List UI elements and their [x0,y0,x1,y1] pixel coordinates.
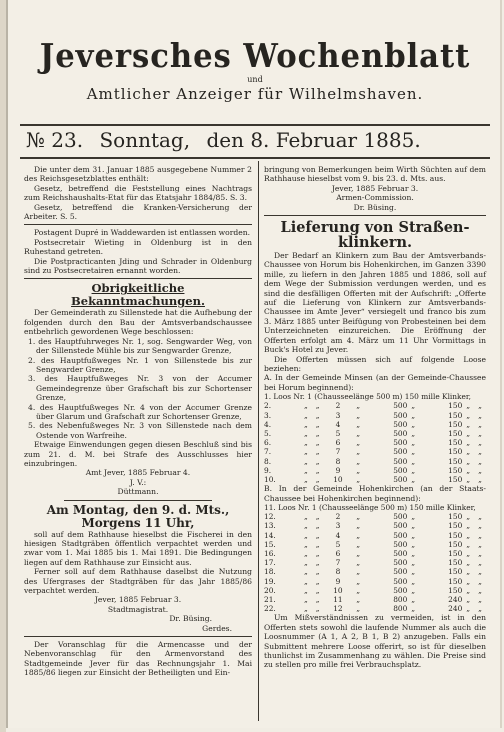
lot-cell: „ [315,539,320,549]
lot-cell: „ [315,401,320,411]
lot-cell: „ [466,419,471,429]
lot-row [264,420,486,429]
lot-cell: 8 [335,456,341,466]
lot-row [264,512,486,521]
lot-cell: „ [478,512,482,522]
list-item: 5. des Nebenfußweges Nr. 3 von Sillenstede nach dem Ostende von Warfreihe. [28,421,252,440]
lot-row [264,447,486,456]
lot-cell: „ [478,604,482,614]
lot-cell: 3. [264,410,272,420]
lot-cell: „ [466,548,471,558]
lot-cell: „ [466,474,471,484]
lot-cell: „ [304,539,308,549]
lot-cell: „ [466,447,471,457]
lot-cell: „ [411,438,416,448]
lot-cell: „ [466,401,471,411]
lot-cell: 150 [448,465,463,475]
lot-cell: 7 [335,447,341,457]
lot-row [264,595,486,604]
lot-cell: „ [356,410,361,420]
lot-cell: 6 [335,438,341,448]
lot-cell: „ [315,465,320,475]
lot-cell: 150 [448,512,463,522]
lot-cell: „ [478,567,482,577]
signature-name: Dr. Büsing. [169,614,212,624]
lot-cell: 240 [448,604,463,614]
lot-row [264,503,486,512]
column-divider [258,161,259,721]
lot-cell: „ [356,438,361,448]
lot-cell: 6 [335,548,341,558]
lot-cell: 5 [335,539,341,549]
lot-cell: „ [304,567,308,577]
lot-cell: „ [304,512,308,522]
lot-cell: „ [356,604,361,614]
section-a-heading: A. In der Gemeinde Minsen (an der Gemeinde-Chaussee bei Horum beginnend): [264,373,486,392]
right-column [264,165,486,670]
lot-cell: „ [478,474,482,484]
lot-cell: „ [411,576,416,586]
lot-cell: „ [356,419,361,429]
lot-cell: „ [304,548,308,558]
lot-cell: „ [315,410,320,420]
lot-cell: „ [315,474,320,484]
lot-cell: 500 [393,465,408,475]
lot-cell: 500 [393,539,408,549]
lot-cell: 500 [393,419,408,429]
lot-cell: „ [466,530,471,540]
list-item: 1. des Hauptfuhrweges Nr. 1, sog. Sengwarder Weg, von der Sillenstede Mühle bis zur Sengwarder Grenze, [28,336,252,356]
lot-cell: 4 [335,530,341,540]
lot-cell: „ [304,401,308,411]
tender-heading-line2: klinkern. [337,234,413,252]
lot-cell: „ [356,585,361,595]
lot-cell: „ [466,410,471,420]
notice-missverstaendnisse: Um Mißverständnissen zu vermeiden, ist in den Offerten stets sowohl die laufende Nummer als auch die Loosnummer (A 1, A 2, B 1, B 2) anzugeben. Falls ein Submittent mehrere Loose offerirt, so ist für dieselben thunlichst im Zusammenhang zu wählen. Die Preise sind zu stellen pro mille frei Verbrauchsplatz. [264,613,486,670]
lot-cell: 5 [335,428,341,438]
lot-cell: 500 [393,456,408,466]
signature-date: Jever, 1885 Februar 3. [331,183,419,193]
lot-cell: 6. [264,438,272,448]
lot-cell: 7 [335,558,341,568]
separator [24,224,252,225]
lot-cell: 10. [264,474,276,484]
issue-date: den 8. Februar 1885. [206,128,421,152]
lot-cell: „ [315,438,320,448]
lot-cell: 19. [264,576,276,586]
lot-cell: „ [466,585,471,595]
lot-row [264,466,486,475]
lot-cell: „ [304,576,308,586]
lot-cell: „ [315,548,320,558]
lot-cell: „ [304,465,308,475]
notice-klinker-bedarf: Der Bedarf an Klinkern zum Bau der Amtsverbands-Chaussee von Horum bis Hohenkirchen, im Ganzen 3390 mille, zu liefern in den Jahren 1885 und 1886, soll auf dem Wege der Submission verdungen werden, und es sind die desfälligen Offerten mit der Aufschrift: „Offerte auf die Lieferung von Klinkern zur Amtsverbands-Chaussee im Amte Jever“ versiegelt und franco bis zum 3. März 1885 unter Beifügung von Probesteinen bei dem Unterzeichneten einzureichen. Die Eröffnung der Offerten erfolgt am 4. März um 11 Uhr Vormittags in Buck's Hotel zu Jever. [264,251,486,355]
lot-cell: „ [304,438,308,448]
lot-cell: „ [466,521,471,531]
lot-cell: 150 [448,567,463,577]
lot-cell: „ [315,567,320,577]
issue-day: Sonntag, [99,128,191,152]
lot-cell: 500 [393,438,408,448]
lot-cell: 150 [448,585,463,595]
lot-cell: 150 [448,558,463,568]
lot-cell: „ [466,539,471,549]
lot-cell: „ [466,428,471,438]
lot-row [264,586,486,595]
lot-cell: 9 [335,576,341,586]
separator [24,278,252,279]
lot-cell: 20. [264,585,276,595]
lot-cell: 10 [333,585,343,595]
lot-cell: „ [356,521,361,531]
lot-row [264,457,486,466]
signature-date: Jever, 1885 Februar 3. [94,595,182,605]
lot-cell: 5. [264,428,272,438]
lot-cell: 150 [448,530,463,540]
lot-cell: „ [304,604,308,614]
issue-line [26,128,484,152]
notice-postsecretair: Postsecretair Wieting in Oldenburg ist in den Ruhestand getreten. [24,237,252,257]
lot-cell: „ [356,474,361,484]
lot-cell: „ [478,465,482,475]
lot-cell: „ [411,539,416,549]
lot-cell: „ [466,512,471,522]
lot-cell: „ [315,428,320,438]
issue-number: № 23. [26,128,84,152]
lot-cell: „ [315,447,320,457]
lot-cell: „ [478,410,482,420]
lot-cell: „ [304,410,308,420]
lot-cell: 22. [264,604,276,614]
lot-cell: 3 [335,521,341,531]
lot-cell: 150 [448,428,463,438]
lot-cell: „ [304,447,308,457]
lot-cell: 1. Loos Nr. 1 (Chausseelänge 500 m) 150 mille Klinker, [264,392,471,402]
lot-cell: „ [411,419,416,429]
lot-cell: „ [356,595,361,604]
masthead [8,38,502,103]
tender-heading-line1: Lieferung von Straßen- [280,219,470,237]
lot-cell: „ [466,558,471,568]
lot-row [264,577,486,586]
lot-cell: 800 [393,595,408,604]
notice-voranschlag: Der Voranschlag für die Armencasse und der Nebenvoranschlag für den Armenvorstand des Stadtgemeinde Jever für das Rechnungsjahr 1. Mai 1885/86 liegen zur Einsicht der Betheiligten und Ein- [24,640,252,678]
lot-cell: 150 [448,410,463,420]
lot-cell: 150 [448,474,463,484]
lot-cell: „ [411,465,416,475]
lot-row [264,401,486,410]
lot-cell: „ [478,595,482,604]
lot-cell: 16. [264,548,276,558]
lot-cell: „ [304,474,308,484]
lot-cell: „ [411,512,416,522]
lot-cell: 9. [264,465,272,475]
auction-heading-date: Am Montag, den 9. d. Mts., [46,502,230,517]
lot-cell: „ [315,558,320,568]
lot-cell: 500 [393,512,408,522]
lot-cell: 10 [333,474,343,484]
lot-cell: 9 [335,465,341,475]
lot-cell: „ [356,401,361,411]
lots-table-a [264,392,486,484]
lot-cell: „ [411,548,416,558]
lot-cell: 12. [264,512,276,522]
lot-cell: 150 [448,447,463,457]
lot-cell: „ [304,521,308,531]
separator [64,500,212,501]
lot-cell: 240 [448,595,463,604]
lot-row [264,429,486,438]
lot-cell: „ [304,428,308,438]
lot-cell: „ [411,530,416,540]
lot-cell: „ [356,539,361,549]
masthead-und: und [247,75,263,84]
lot-cell: 2 [335,401,341,411]
lot-cell: „ [478,419,482,429]
lot-cell: 2. [264,401,272,411]
lot-cell: „ [411,567,416,577]
lot-row [264,604,486,613]
notice-gesetz-etat: Gesetz, betreffend die Feststellung eines Nachtrags zum Reichshaushalts-Etat für das Etatsjahr 1884/85. S. 3. [24,183,252,203]
lot-cell: 13. [264,521,276,531]
lot-cell: „ [315,595,320,604]
lot-cell: „ [356,567,361,577]
lot-cell: 4. [264,419,272,429]
lot-cell: 150 [448,401,463,411]
lot-cell: 21. [264,595,276,604]
lot-cell: „ [478,558,482,568]
notice-loose-intro: Die Offerten müssen sich auf folgende Loose beziehen: [264,354,486,373]
lot-cell: „ [411,410,416,420]
signature-name: Gerdes. [202,623,232,633]
lot-cell: „ [356,558,361,568]
list-item: 3. des Hauptfußweges Nr. 3 von der Accumer Gemeindegrenze über Grafschaft bis zur Schortenser Grenze, [28,374,252,403]
auction-heading-time: Morgens 11 Uhr, [81,515,195,530]
lot-cell: „ [466,576,471,586]
list-item: 2. des Hauptfußweges Nr. 1 von Sillenstede bis zur Sengwarder Grenze, [28,355,252,374]
lot-cell: 8. [264,456,272,466]
signature-office: Stadtmagistrat. [107,604,169,614]
lot-row [264,392,486,401]
lot-cell: „ [466,595,471,604]
lot-row [264,531,486,540]
lot-cell: 500 [393,428,408,438]
lot-cell: 500 [393,474,408,484]
lot-cell: „ [478,539,482,549]
lot-cell: „ [304,585,308,595]
lot-cell: „ [411,604,416,614]
section-heading-bekanntmachungen: Obrigkeitliche Bekanntmachungen. [71,281,205,309]
signature-date: Amt Jever, 1885 Februar 4. [85,468,191,478]
lot-cell: 150 [448,438,463,448]
lot-cell: „ [304,558,308,568]
lot-cell: „ [478,456,482,466]
lot-cell: 150 [448,548,463,558]
lot-cell: „ [356,512,361,522]
signature-office: Armen-Commission. [336,193,414,203]
lot-cell: „ [466,604,471,614]
lot-cell: „ [466,438,471,448]
lot-cell: „ [411,401,416,411]
lot-cell: „ [356,465,361,475]
lot-cell: „ [478,428,482,438]
notice-fischerei: soll auf dem Rathhause hieselbst die Fischerei in den hiesigen Stadtgräben öffentlich verpachtet werden und zwar vom 1. Mai 1885 bis 1. Mai 1891. Die Bedingungen liegen auf dem Rathhause zur Einsicht aus. [24,529,252,567]
lot-cell: „ [315,585,320,595]
lot-cell: 500 [393,521,408,531]
lot-cell: 3 [335,410,341,420]
lot-cell: 150 [448,539,463,549]
lot-cell: „ [356,576,361,586]
lot-row [264,475,486,484]
lot-cell: „ [411,428,416,438]
lot-cell: „ [315,512,320,522]
lot-cell: „ [315,530,320,540]
lot-cell: „ [411,521,416,531]
newspaper-subtitle: Amtlicher Anzeiger für Wilhelmshaven. [86,85,424,103]
lot-cell: „ [315,604,320,614]
lot-cell: 150 [448,576,463,586]
notice-gemeinderath: Der Gemeinderath zu Sillenstede hat die Aufhebung der folgenden durch den Bau der Amtsverbandschaussee entbehrlich gewordenen Wege beschlossen: [24,308,252,337]
lot-cell: 500 [393,447,408,457]
notice-ufergras: Ferner soll auf dem Rathhause daselbst die Nutzung des Ufergrases der Stadtgräben für das Jahr 1885/86 verpachtet werden. [24,567,252,596]
lot-cell: 150 [448,456,463,466]
lot-row [264,411,486,420]
separator [264,215,486,216]
lot-cell: 500 [393,401,408,411]
notice-postpracticanten: Die Postpracticanten Jding und Schrader in Oldenburg sind zu Postsecretairen ernannt worden. [24,256,252,276]
lot-cell: 150 [448,419,463,429]
section-b-heading: B. In der Gemeinde Hohenkirchen (an der Staats-Chaussee bei Hohenkirchen beginnend): [264,484,486,503]
lot-cell: „ [411,585,416,595]
lot-cell: „ [304,530,308,540]
lot-cell: „ [304,419,308,429]
lot-cell: „ [411,474,416,484]
lot-cell: 4 [335,419,341,429]
lot-cell: „ [315,521,320,531]
notice-reichsgesetzblatt: Die unter dem 31. Januar 1885 ausgegebene Nummer 2 des Reichsgesetzblattes enthält: [24,165,252,184]
lot-cell: „ [356,548,361,558]
masthead-rule [20,124,490,126]
lot-row [264,558,486,567]
lot-row [264,540,486,549]
lot-cell: „ [478,548,482,558]
lot-cell: „ [356,530,361,540]
lot-cell: „ [315,576,320,586]
lot-cell: „ [478,447,482,457]
notice-einwendungen: Etwaige Einwendungen gegen diesen Beschluß sind bis zum 21. d. M. bei Strafe des Ausschlusses hier einzubringen. [24,440,252,468]
lot-row [264,521,486,530]
notice-gesetz-kranken: Gesetz, betreffend die Kranken-Versicherung der Arbeiter. S. 5. [24,202,252,222]
notice-continuation: bringung von Bemerkungen beim Wirth Süchten auf dem Rathhause hieselbst vom 9. bis 23. d. Mts. aus. [264,165,486,184]
lot-cell: 800 [393,604,408,614]
lot-cell: 8 [335,567,341,577]
left-column [24,165,252,678]
lot-cell: 11 [333,595,343,604]
lot-cell: „ [478,576,482,586]
signature-name: Düttmann. [117,487,159,497]
lot-cell: „ [411,456,416,466]
signature-name: Dr. Büsing. [353,202,397,212]
lot-cell: „ [315,456,320,466]
lot-cell: „ [466,456,471,466]
lot-cell: „ [304,595,308,604]
lot-cell: „ [478,521,482,531]
notice-postagent: Postagent Dupré in Waddewarden ist entlassen worden. [34,228,251,238]
lot-cell: „ [356,456,361,466]
lot-cell: 11. Loos Nr. 1 (Chausseelänge 500 m) 150 mille Klinker, [264,502,476,512]
lot-cell: 500 [393,558,408,568]
lot-cell: „ [478,530,482,540]
lot-cell: „ [304,456,308,466]
lot-cell: „ [356,447,361,457]
lot-cell: „ [466,465,471,475]
lot-cell: „ [478,401,482,411]
issue-rule [20,157,490,159]
lot-cell: „ [315,419,320,429]
lot-cell: 2 [335,512,341,522]
lot-cell: 18. [264,567,276,577]
lot-cell: 500 [393,548,408,558]
lot-cell: 14. [264,530,276,540]
lot-cell: 17. [264,558,276,568]
lot-cell: 500 [393,585,408,595]
lot-cell: 150 [448,521,463,531]
signature-jv: J. V.: [129,477,147,487]
list-item: 4. des Hauptfußweges Nr. 4 von der Accumer Grenze über Glarum und Grafschaft zur Schortenser Grenze, [28,402,252,421]
separator [24,636,252,637]
lot-cell: 15. [264,539,276,549]
lot-row [264,567,486,576]
lot-row [264,549,486,558]
lot-cell: 12 [333,604,343,614]
lot-cell: „ [478,438,482,448]
lots-table-b [264,503,486,613]
lot-cell: 500 [393,530,408,540]
lot-cell: 500 [393,576,408,586]
lot-row [264,438,486,447]
newspaper-title: Jeversches Wochenblatt [39,36,471,75]
lot-cell: 500 [393,567,408,577]
lot-cell: „ [411,447,416,457]
lot-cell: 7. [264,447,272,457]
lot-cell: „ [356,428,361,438]
lot-cell: „ [466,567,471,577]
lot-cell: „ [478,585,482,595]
newspaper-page [6,0,502,728]
lot-cell: 500 [393,410,408,420]
lot-cell: „ [411,595,416,604]
lot-cell: „ [411,558,416,568]
